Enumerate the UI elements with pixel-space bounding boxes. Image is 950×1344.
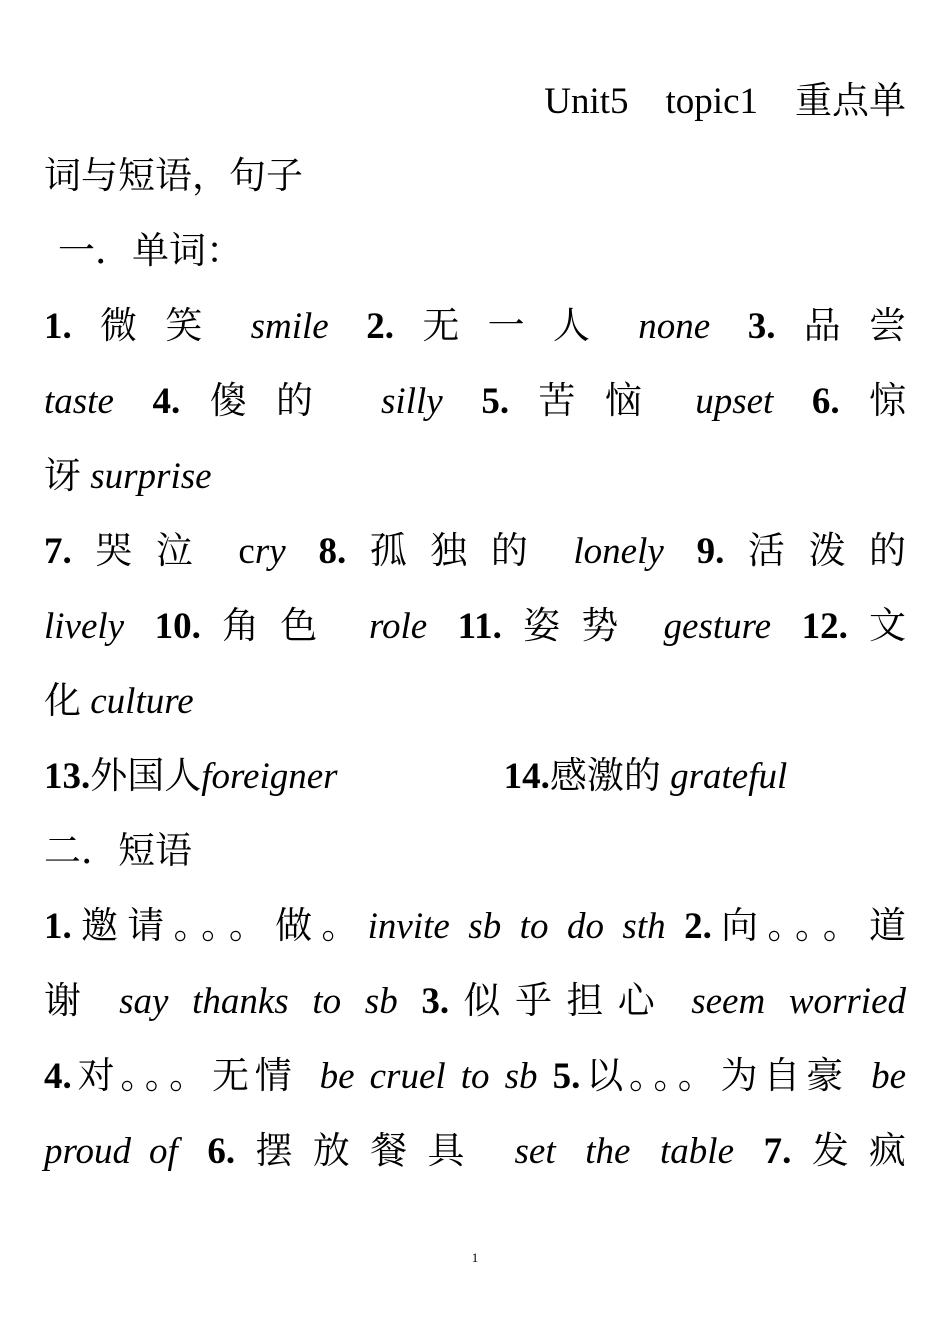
page-title-continued: 词与短语，句子	[44, 156, 303, 197]
words-heading: 一．单词：	[58, 231, 243, 272]
word-item-continued: taste	[44, 381, 114, 422]
phrase-item-continued: 谢	[44, 981, 96, 1022]
word-item: 10.角色	[154, 606, 339, 647]
word-row	[44, 372, 906, 432]
phrase-row	[44, 1047, 906, 1107]
word-row	[44, 297, 906, 357]
word-item: 6.惊	[811, 381, 907, 422]
word-english: role	[368, 606, 428, 647]
title-line-2	[44, 147, 906, 207]
word-item: 2.无一人 none	[366, 306, 711, 347]
word-item-continued: lively	[44, 606, 125, 647]
word-item: 9.活泼的	[696, 531, 906, 572]
word-english: silly	[381, 381, 443, 422]
phrases-heading: 二．短语	[44, 831, 192, 872]
phrase-item-continued: proud of	[44, 1131, 178, 1172]
page-number: 1	[471, 1250, 479, 1265]
phrase-item: 7.发疯	[763, 1131, 907, 1172]
phrase-item: 1.邀请。。。做。invite sb to do sth	[44, 906, 666, 947]
phrase-english: say thanks to sb	[119, 981, 398, 1022]
phrase-row	[44, 897, 906, 957]
phrase-item: 6.摆放餐具	[207, 1131, 485, 1172]
word-row	[44, 747, 906, 807]
phrase-item: 2.向。。。道	[684, 906, 907, 947]
phrase-row	[44, 972, 906, 1032]
word-item: 4.傻的	[152, 381, 343, 422]
phrase-item: 4.对。。。无情 be cruel to sb	[44, 1056, 538, 1097]
phrase-english: set the table	[514, 1131, 734, 1172]
word-item-continued: 化 culture	[44, 681, 194, 722]
word-item: 13.外国人foreigner	[44, 756, 338, 797]
word-item: 5.苦恼 upset	[481, 381, 774, 422]
word-item: 3.品尝	[747, 306, 907, 347]
phrase-item: 5.以。。。为自豪 be	[552, 1056, 907, 1097]
word-row	[44, 672, 906, 732]
word-row	[44, 522, 906, 582]
word-item: 14.感激的 grateful	[503, 756, 788, 797]
word-row	[44, 597, 906, 657]
page-title: Unit5 topic1 重点单	[544, 81, 906, 122]
word-item: 12.文	[801, 606, 907, 647]
word-row	[44, 447, 906, 507]
phrase-row	[44, 1122, 906, 1182]
word-item: 8.孤独的 lonely	[318, 531, 664, 572]
word-item: 11.姿势 gesture	[457, 606, 772, 647]
phrase-item: 3.似乎担心 seem worried	[421, 981, 907, 1022]
word-item: 1.微笑 smile	[44, 306, 329, 347]
word-item: 7.哭泣 cry	[44, 531, 286, 572]
word-item-continued: 讶 surprise	[44, 456, 212, 497]
title-line-1	[44, 72, 906, 132]
